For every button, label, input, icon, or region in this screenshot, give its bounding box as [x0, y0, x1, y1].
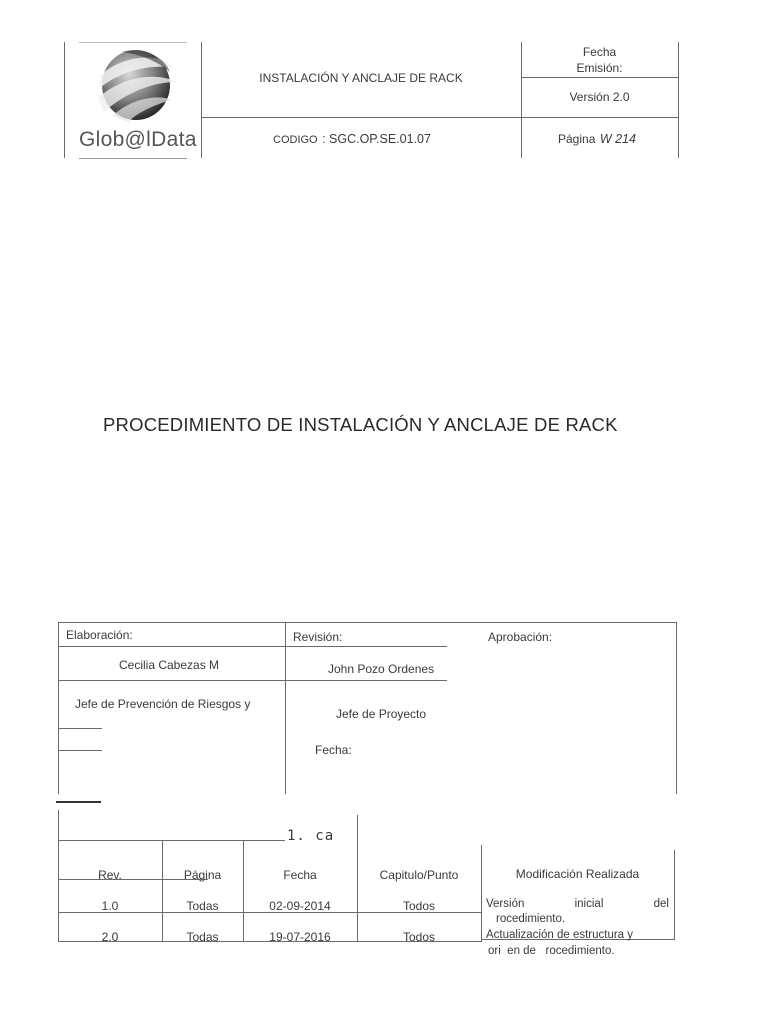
- table-row-2-mod-line1: Actualización de estructura y: [486, 929, 634, 941]
- elaboracion-role: Jefe de Prevención de Riesgos y: [75, 697, 251, 711]
- table-row-2-mod-line2: ori en de rocedimiento.: [488, 945, 615, 957]
- table-row-1-pagina: Todas: [186, 899, 219, 913]
- col-header-capitulo: Capitulo/Punto: [379, 868, 459, 882]
- fecha-label: Fecha:: [315, 743, 352, 757]
- revision-name: John Pozo Ordenes: [328, 662, 435, 676]
- col-header-pagina: Página: [183, 868, 222, 882]
- codigo-label: CODIGO: [273, 134, 318, 146]
- table-row-2-pagina: Todas: [186, 930, 219, 944]
- table-row-1-fecha: 02-09-2014: [269, 899, 331, 913]
- revision-role: Jefe de Proyecto: [336, 707, 427, 721]
- aprobacion-label: Aprobación:: [488, 630, 553, 644]
- table-row-1-rev: 1.0: [101, 899, 119, 913]
- elaboracion-name: Cecilia Cabezas M: [119, 658, 220, 672]
- table-row-2-rev: 2.0: [101, 930, 119, 944]
- col-header-rev: Rev.: [98, 868, 122, 882]
- fecha-label: Fecha: [582, 45, 617, 59]
- mod-word-1: Versión: [486, 898, 525, 910]
- section-fragment: 1. ca: [287, 828, 335, 844]
- elaboracion-label: Elaboración:: [66, 628, 133, 642]
- table-row-1-mod-line2: rocedimiento.: [496, 913, 566, 925]
- table-row-2-capitulo: Todos: [402, 930, 436, 944]
- pagina-value: W 214: [599, 132, 636, 146]
- pagina-label: Página: [558, 132, 596, 146]
- codigo-value: : SGC.OP.SE.01.07: [322, 132, 431, 146]
- pagina-field: [558, 130, 636, 148]
- table-row-1-mod-line1: [486, 898, 669, 910]
- mod-word-2: inicial: [574, 898, 604, 910]
- table-row-2-fecha: 19-07-2016: [269, 930, 331, 944]
- mod-word-3: del: [653, 898, 669, 910]
- col-header-fecha: Fecha: [283, 868, 317, 882]
- table-row-1-capitulo: Todos: [402, 899, 436, 913]
- globe-logo-icon: [92, 46, 180, 124]
- logo-text: Glob@lData: [79, 128, 197, 151]
- emision-label: Emisión:: [576, 61, 623, 75]
- codigo-field: [273, 130, 431, 148]
- page-title: PROCEDIMIENTO DE INSTALACIÓN Y ANCLAJE DE RACK: [103, 414, 618, 435]
- version-label: Versión 2.0: [569, 90, 630, 104]
- doc-title-header: INSTALACIÓN Y ANCLAJE DE RACK: [259, 71, 463, 85]
- revision-label: Revisión:: [293, 630, 343, 644]
- col-header-modificacion: Modificación Realizada: [515, 867, 640, 881]
